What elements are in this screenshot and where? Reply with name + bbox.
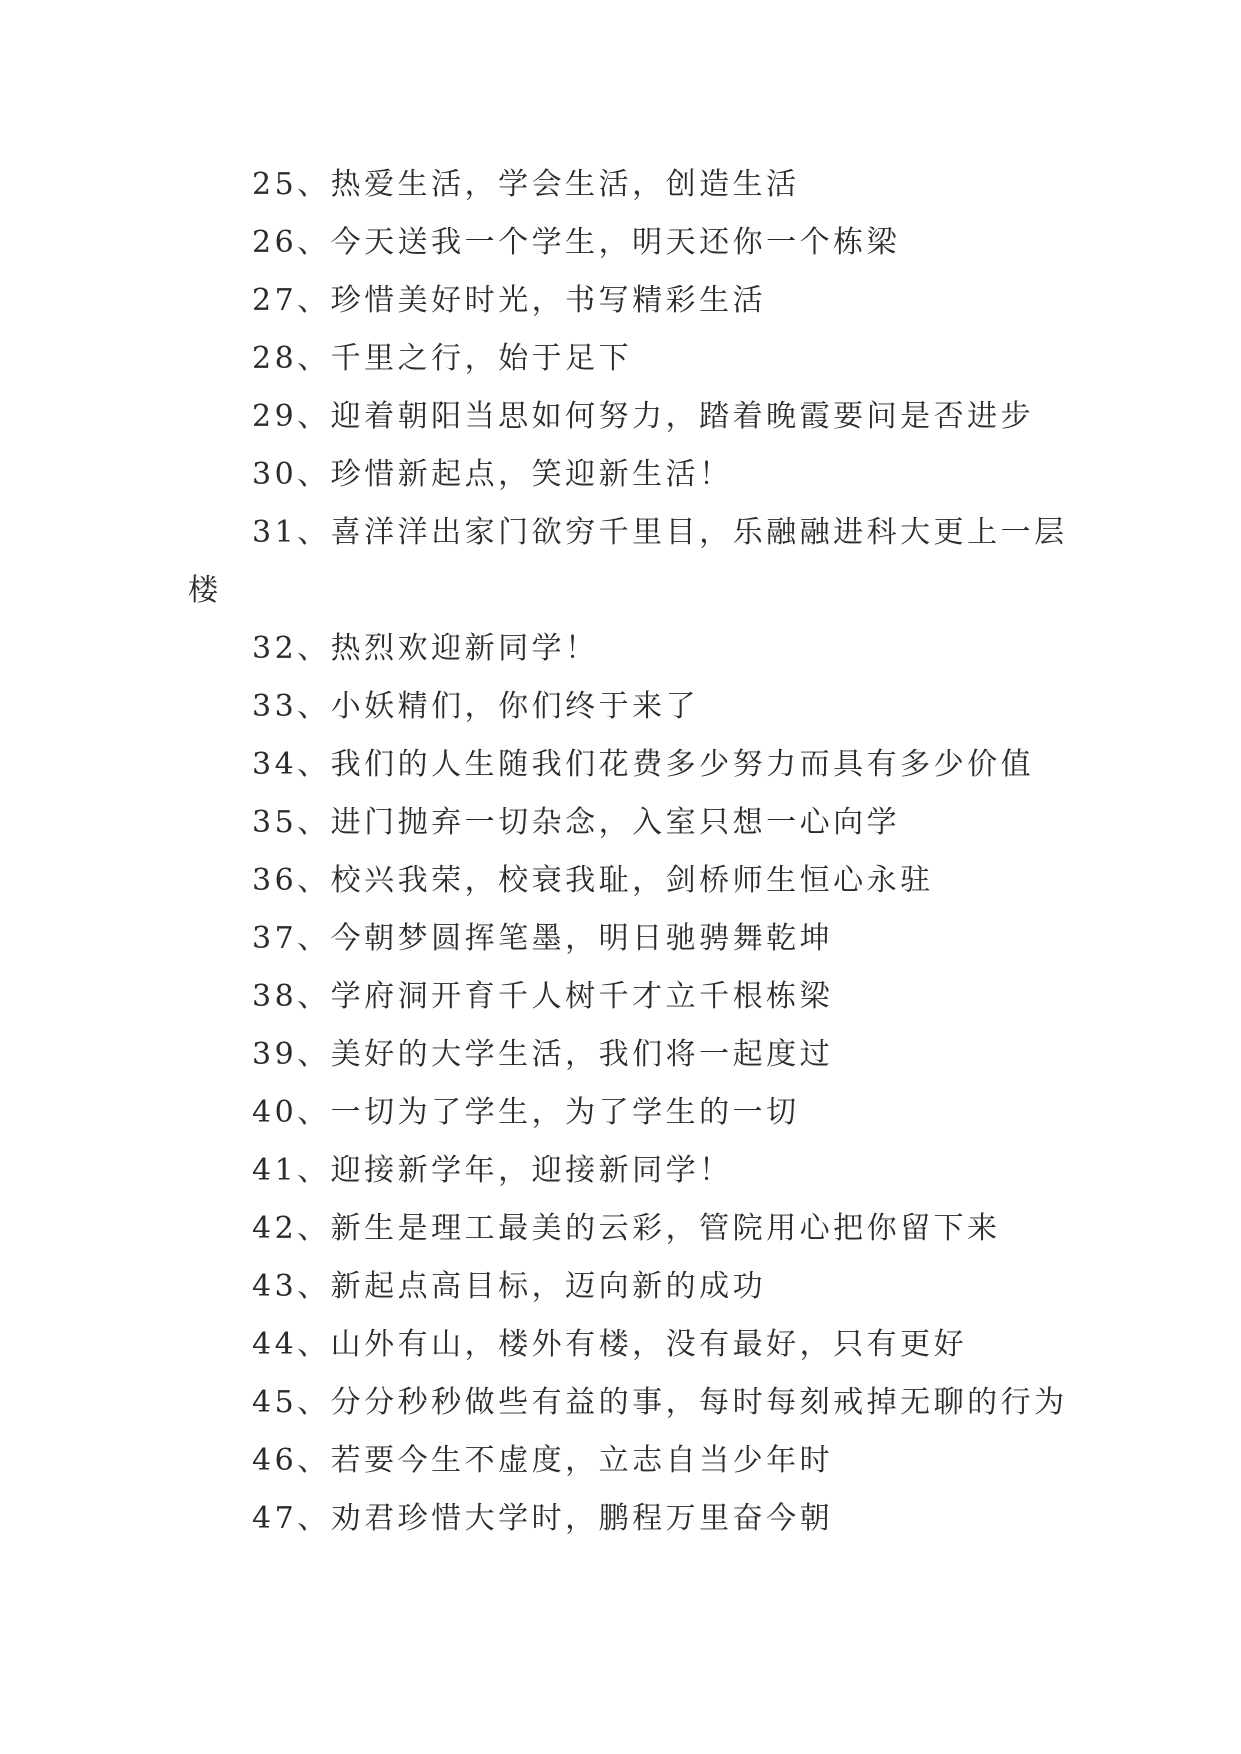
slogan-line-44: 44、山外有山，楼外有楼，没有最好，只有更好 (252, 1327, 968, 1362)
slogan-line-31: 31、喜洋洋出家门欲穷千里目，乐融融进科大更上一层楼 (188, 515, 1068, 608)
slogan-line-43: 43、新起点高目标，迈向新的成功 (252, 1269, 767, 1304)
slogan-line-36: 36、校兴我荣，校衰我耻，剑桥师生恒心永驻 (252, 863, 934, 898)
slogan-line-32: 32、热烈欢迎新同学！ (252, 631, 599, 666)
slogan-line-45: 45、分分秒秒做些有益的事，每时每刻戒掉无聊的行为 (252, 1385, 1068, 1420)
slogan-line-30: 30、珍惜新起点，笑迎新生活！ (252, 457, 733, 492)
slogan-list (188, 156, 1068, 1548)
slogan-line-28: 28、千里之行，始于足下 (252, 341, 633, 376)
slogan-line-38: 38、学府洞开育千人树千才立千根栋梁 (252, 979, 834, 1014)
slogan-line-41: 41、迎接新学年，迎接新同学！ (252, 1153, 733, 1188)
slogan-line-46: 46、若要今生不虚度，立志自当少年时 (252, 1443, 834, 1478)
slogan-line-33: 33、小妖精们，你们终于来了 (252, 689, 700, 724)
slogan-line-27: 27、珍惜美好时光，书写精彩生活 (252, 283, 767, 318)
slogan-line-40: 40、一切为了学生，为了学生的一切 (252, 1095, 800, 1130)
slogan-line-39: 39、美好的大学生活，我们将一起度过 (252, 1037, 834, 1072)
slogan-line-35: 35、进门抛弃一切杂念，入室只想一心向学 (252, 805, 901, 840)
slogan-line-34: 34、我们的人生随我们花费多少努力而具有多少价值 (252, 747, 1035, 782)
slogan-line-37: 37、今朝梦圆挥笔墨，明日驰骋舞乾坤 (252, 921, 834, 956)
slogan-line-42: 42、新生是理工最美的云彩，管院用心把你留下来 (252, 1211, 1001, 1246)
slogan-line-25: 25、热爱生活，学会生活，创造生活 (252, 167, 800, 202)
slogan-line-47: 47、劝君珍惜大学时，鹏程万里奋今朝 (252, 1501, 834, 1536)
slogan-line-29: 29、迎着朝阳当思如何努力，踏着晚霞要问是否进步 (252, 399, 1035, 434)
slogan-line-26: 26、今天送我一个学生，明天还你一个栋梁 (252, 225, 901, 260)
